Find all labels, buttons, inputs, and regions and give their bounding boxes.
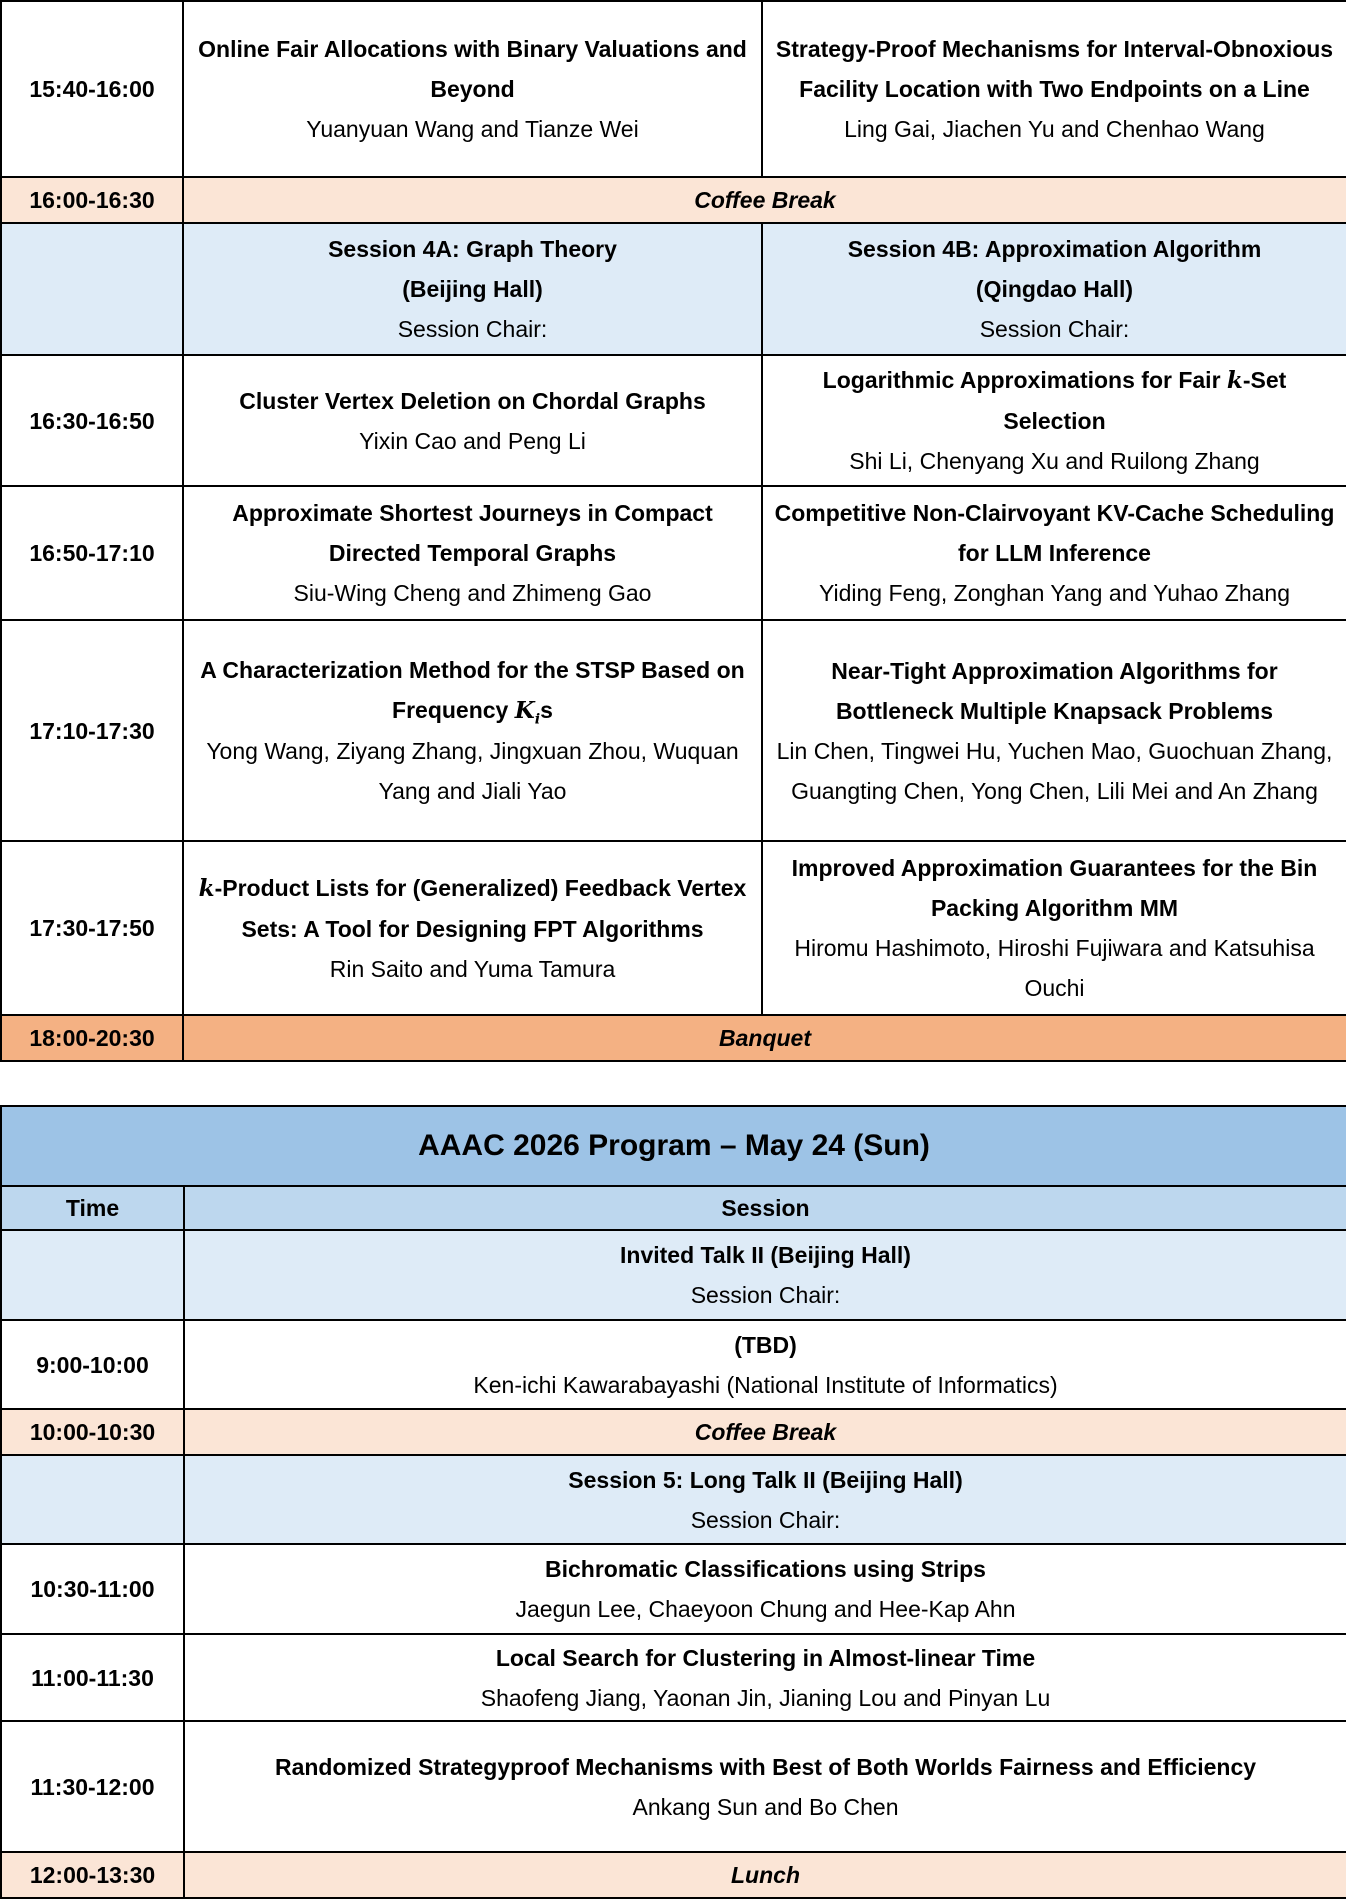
time-cell: 17:30-17:50 xyxy=(1,841,183,1015)
banquet-row xyxy=(1,1015,1346,1061)
time-cell: 10:00-10:30 xyxy=(1,1409,184,1455)
math-symbol: k xyxy=(198,874,215,902)
table-row xyxy=(1,1721,1346,1852)
math-symbol: K xyxy=(514,697,535,724)
talk-cell xyxy=(184,1721,1346,1852)
session-header-cell xyxy=(184,1455,1346,1544)
session-header-cell xyxy=(183,223,762,355)
talk-authors: Yuanyuan Wang and Tianze Wei xyxy=(306,116,639,142)
talk-authors: Siu-Wing Cheng and Zhimeng Gao xyxy=(293,580,652,606)
session-name: Session 5: Long Talk II (Beijing Hall) xyxy=(568,1466,963,1493)
session-header-cell xyxy=(762,223,1346,355)
break-label: Coffee Break xyxy=(184,1409,1346,1455)
talk-title-segment: Logarithmic Approximations for Fair xyxy=(822,367,1227,393)
table-row xyxy=(1,1320,1346,1409)
talk-title-segment: s xyxy=(540,697,553,723)
math-subscript: i xyxy=(534,711,541,728)
session-name: Session 4B: Approximation Algorithm xyxy=(847,236,1262,262)
talk-cell xyxy=(762,355,1346,486)
session-hall: (Qingdao Hall) xyxy=(975,276,1134,302)
talk-cell xyxy=(183,1,762,177)
talk-title-segment: -Product Lists for (Generalized) Feedback Vertex Sets: A Tool for Designing FPT Algorithms xyxy=(214,874,747,942)
talk-title xyxy=(192,868,753,949)
talk-authors: Ankang Sun and Bo Chen xyxy=(632,1793,899,1820)
talk-title-segment: -Set Selection xyxy=(1003,367,1287,434)
talk-authors: Jaegun Lee, Chaeyoon Chung and Hee-Kap Ahn xyxy=(515,1596,1016,1622)
time-cell: 16:50-17:10 xyxy=(1,486,183,620)
session-chair: Session Chair: xyxy=(979,316,1130,342)
table-row xyxy=(1,620,1346,841)
table-row xyxy=(1,355,1346,486)
session-header-cell xyxy=(184,1230,1346,1320)
time-cell: 11:00-11:30 xyxy=(1,1634,184,1721)
talk-cell xyxy=(184,1544,1346,1634)
table-row xyxy=(1,1544,1346,1634)
talk-cell xyxy=(183,620,762,841)
session-chair: Session Chair: xyxy=(690,1282,841,1308)
banquet-label: Banquet xyxy=(183,1015,1346,1061)
talk-authors: Yiding Feng, Zonghan Yang and Yuhao Zhang xyxy=(818,580,1291,606)
talk-title: Near-Tight Approximation Algorithms for Bottleneck Multiple Knapsack Problems xyxy=(831,657,1278,724)
column-header-row xyxy=(1,1186,1346,1230)
talk-title: Bichromatic Classifications using Strips xyxy=(545,1556,986,1582)
talk-title: Local Search for Clustering in Almost-linear Time xyxy=(495,1644,1036,1671)
talk-authors: Shaofeng Jiang, Yaonan Jin, Jianing Lou and Pinyan Lu xyxy=(480,1684,1051,1711)
time-cell-empty xyxy=(1,1230,184,1320)
break-label: Coffee Break xyxy=(183,177,1346,223)
session-header-row xyxy=(1,1455,1346,1544)
talk-title: Online Fair Allocations with Binary Valuations and Beyond xyxy=(198,36,747,102)
session-header-row xyxy=(1,1230,1346,1320)
talk-cell xyxy=(762,1,1346,177)
table-row xyxy=(1,486,1346,620)
page-title: AAAC 2026 Program – May 24 (Sun) xyxy=(1,1106,1346,1186)
session-name: Invited Talk II (Beijing Hall) xyxy=(620,1242,911,1268)
talk-title xyxy=(771,360,1338,441)
math-symbol: k xyxy=(1226,367,1243,394)
talk-authors: Yixin Cao and Peng Li xyxy=(359,427,586,454)
talk-authors: Ken-ichi Kawarabayashi (National Institute of Informatics) xyxy=(473,1371,1058,1398)
time-cell: 10:30-11:00 xyxy=(1,1544,184,1634)
talk-title: Approximate Shortest Journeys in Compact Directed Temporal Graphs xyxy=(232,500,713,566)
talk-title xyxy=(192,650,753,731)
program-title-row xyxy=(1,1106,1346,1186)
time-cell: 11:30-12:00 xyxy=(1,1721,184,1852)
time-cell: 15:40-16:00 xyxy=(1,1,183,177)
time-cell-empty xyxy=(1,1455,184,1544)
talk-title: (TBD) xyxy=(734,1331,797,1358)
time-cell: 12:00-13:30 xyxy=(1,1852,184,1898)
time-cell: 9:00-10:00 xyxy=(1,1320,184,1409)
time-cell: 17:10-17:30 xyxy=(1,620,183,841)
talk-cell xyxy=(183,841,762,1015)
column-header-session: Session xyxy=(184,1186,1346,1230)
time-cell: 16:00-16:30 xyxy=(1,177,183,223)
lunch-row xyxy=(1,1852,1346,1898)
session-chair: Session Chair: xyxy=(690,1506,841,1533)
session-hall: (Beijing Hall) xyxy=(402,276,543,302)
session-name: Session 4A: Graph Theory xyxy=(328,236,617,262)
time-cell: 18:00-20:30 xyxy=(1,1015,183,1061)
talk-title-segment: A Characterization Method for the STSP Based on Frequency xyxy=(200,657,745,723)
talk-title: Cluster Vertex Deletion on Chordal Graphs xyxy=(239,387,706,414)
session-chair: Session Chair: xyxy=(397,316,548,342)
talk-cell xyxy=(183,486,762,620)
table-row xyxy=(1,841,1346,1015)
table-row xyxy=(1,1634,1346,1721)
table-gap xyxy=(0,1062,1346,1105)
talk-title: Improved Approximation Guarantees for the Bin Packing Algorithm MM xyxy=(791,855,1318,921)
column-header-time: Time xyxy=(1,1186,184,1230)
time-cell: 16:30-16:50 xyxy=(1,355,183,486)
talk-authors: Lin Chen, Tingwei Hu, Yuchen Mao, Guochuan Zhang, Guangting Chen, Yong Chen, Lili Mei and An Zhang xyxy=(776,737,1333,804)
program-table-may-24 xyxy=(0,1105,1346,1899)
talk-cell xyxy=(762,620,1346,841)
talk-title: Randomized Strategyproof Mechanisms with Best of Both Worlds Fairness and Efficiency xyxy=(274,1753,1257,1780)
talk-cell xyxy=(184,1634,1346,1721)
time-cell-empty xyxy=(1,223,183,355)
talk-authors: Rin Saito and Yuma Tamura xyxy=(329,955,616,982)
talk-authors: Shi Li, Chenyang Xu and Ruilong Zhang xyxy=(849,448,1260,474)
talk-cell xyxy=(762,841,1346,1015)
coffee-break-row xyxy=(1,1409,1346,1455)
talk-authors: Hiromu Hashimoto, Hiroshi Fujiwara and Katsuhisa Ouchi xyxy=(794,935,1315,1001)
talk-authors: Ling Gai, Jiachen Yu and Chenhao Wang xyxy=(844,116,1265,142)
talk-cell xyxy=(184,1320,1346,1409)
talk-title: Competitive Non-Clairvoyant KV-Cache Scheduling for LLM Inference xyxy=(774,500,1335,566)
talk-authors: Yong Wang, Ziyang Zhang, Jingxuan Zhou, Wuquan Yang and Jiali Yao xyxy=(206,738,739,804)
talk-title: Strategy-Proof Mechanisms for Interval-Obnoxious Facility Location with Two Endpoints on a Line xyxy=(775,36,1334,102)
session-header-row xyxy=(1,223,1346,355)
table-row xyxy=(1,1,1346,177)
talk-cell xyxy=(183,355,762,486)
lunch-label: Lunch xyxy=(184,1852,1346,1898)
talk-cell xyxy=(762,486,1346,620)
coffee-break-row xyxy=(1,177,1346,223)
